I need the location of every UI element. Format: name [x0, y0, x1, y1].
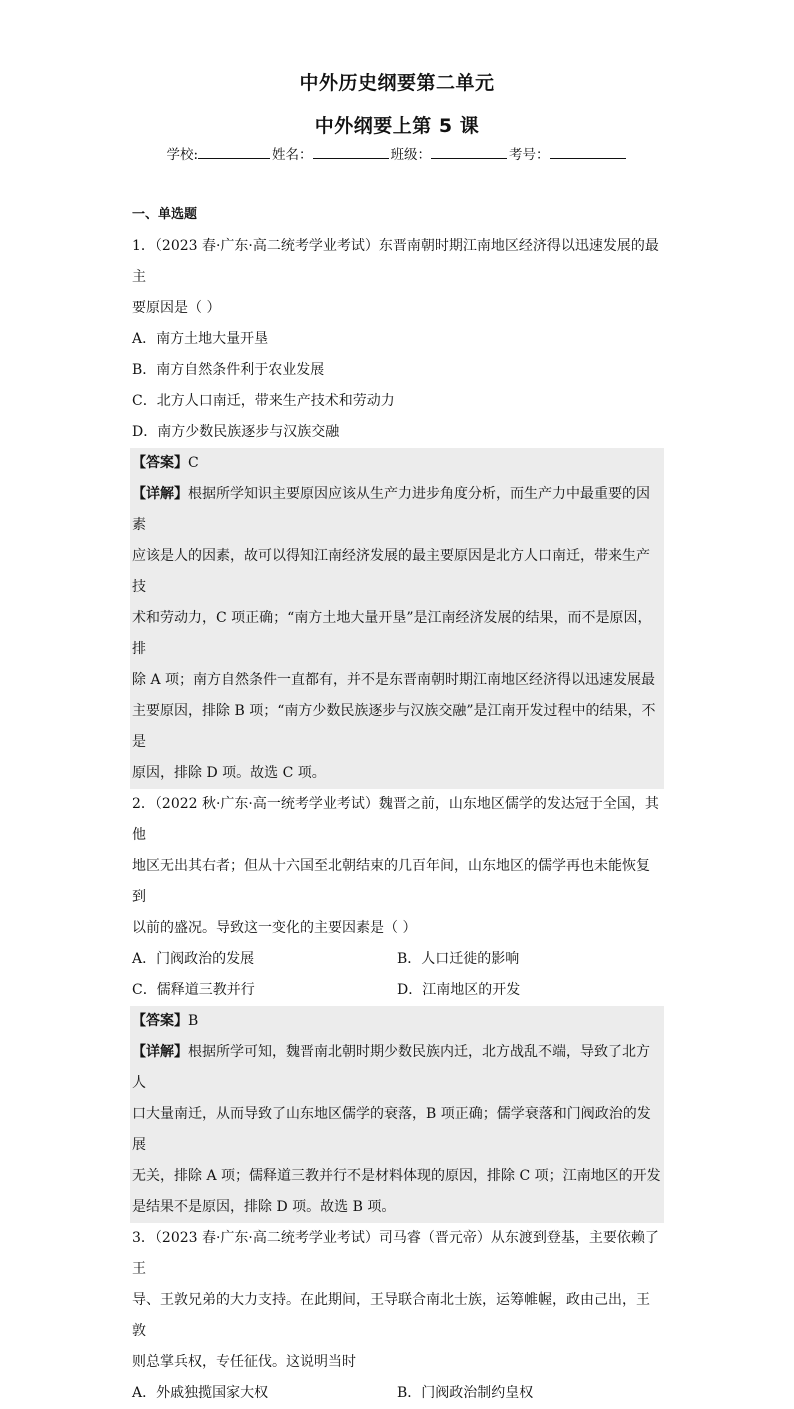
answer-label: 【答案】: [132, 1013, 188, 1029]
option-a: A．门阀政治的发展: [132, 951, 255, 967]
school-label: 学校:: [166, 147, 199, 163]
option-b: B．南方自然条件利于农业发展: [132, 362, 325, 378]
answer-value: C: [188, 455, 199, 471]
detail-line: 除 A 项；南方自然条件一直都有，并不是东晋南朝时期江南地区经济得以迅速发展最: [132, 672, 656, 688]
option-row: [132, 975, 662, 1006]
option-a: A．南方土地大量开垦: [132, 331, 269, 347]
detail-line: 原因，排除 D 项。故选 C 项。: [132, 765, 326, 781]
question-2: [132, 789, 662, 1223]
answer-block: [130, 448, 664, 789]
detail-label: 【详解】: [132, 1044, 188, 1060]
question-content: [132, 205, 662, 1409]
answer-line: [132, 448, 662, 479]
question-stem-line: 则总掌兵权，专任征伐。这说明当时: [132, 1354, 356, 1370]
detail-label: 【详解】: [132, 486, 188, 502]
school-blank[interactable]: [198, 144, 270, 159]
document-subtitle: 中外纲要上第 5 课: [314, 115, 480, 137]
option-a: A．外戚独揽国家大权: [132, 1385, 269, 1401]
detail-line: 口大量南迁，从而导致了山东地区儒学的衰落，B 项正确；儒学衰落和门阀政治的发展: [132, 1106, 651, 1153]
answer-value: B: [188, 1013, 199, 1029]
option-b: B．门阀政治制约皇权: [397, 1385, 534, 1401]
option-row: [132, 1378, 662, 1409]
number-blank[interactable]: [550, 144, 626, 159]
detail-line: [132, 1037, 662, 1099]
detail-line: 无关，排除 A 项；儒释道三教并行不是材料体现的原因，排除 C 项；江南地区的开发: [132, 1168, 661, 1184]
question-stem-line: 要原因是（ ）: [132, 300, 221, 316]
question-stem-line: 以前的盛况。导致这一变化的主要因素是（ ）: [132, 920, 417, 936]
class-label: 班级：: [390, 147, 432, 163]
document-title: 中外历史纲要第二单元: [299, 72, 495, 94]
question-stem-line: 导、王敦兄弟的大力支持。在此期间，王导联合南北士族，运筹帷幄，政由己出，王敦: [132, 1292, 650, 1339]
question-stem-line: 1．（2023 春·广东·高二统考学业考试）东晋南朝时期江南地区经济得以迅速发展的最主: [132, 238, 659, 285]
option-d: D．南方少数民族逐步与汉族交融: [132, 424, 340, 440]
answer-line: [132, 1006, 662, 1037]
name-blank[interactable]: [313, 144, 389, 159]
option-row: [132, 944, 662, 975]
student-info-line: [0, 143, 794, 163]
answer-block: [130, 1006, 664, 1223]
question-1: [132, 231, 662, 789]
question-stem-line: 地区无出其右者；但从十六国至北朝结束的几百年间，山东地区的儒学再也未能恢复到: [132, 858, 650, 905]
option-d: D．江南地区的开发: [397, 982, 521, 998]
detail-text: 根据所学可知，魏晋南北朝时期少数民族内迁，北方战乱不端，导致了北方人: [132, 1044, 650, 1091]
question-stem-line: 3．（2023 春·广东·高二统考学业考试）司马睿（晋元帝）从东渡到登基，主要依赖了王: [132, 1230, 659, 1277]
name-label: 姓名：: [272, 147, 313, 163]
detail-line: 应该是人的因素，故可以得知江南经济发展的最主要原因是北方人口南迁，带来生产技: [132, 548, 650, 595]
option-c: C．儒释道三教并行: [132, 982, 255, 998]
class-blank[interactable]: [431, 144, 507, 159]
detail-line: 是结果不是原因，排除 D 项。故选 B 项。: [132, 1199, 396, 1215]
section-title: 一、单选题: [132, 207, 198, 222]
option-b: B．人口迁徙的影响: [397, 951, 520, 967]
detail-line: 主要原因，排除 B 项；“南方少数民族逐步与汉族交融”是江南开发过程中的结果，不是: [132, 703, 656, 750]
number-label: 考号：: [509, 147, 550, 163]
question-3: [132, 1223, 662, 1409]
detail-line: 术和劳动力，C 项正确；“南方土地大量开垦”是江南经济发展的结果，而不是原因，排: [132, 610, 652, 657]
detail-line: [132, 479, 662, 541]
question-stem-line: 2．（2022 秋·广东·高一统考学业考试）魏晋之前，山东地区儒学的发达冠于全国，其他: [132, 796, 659, 843]
detail-text: 根据所学知识主要原因应该从生产力进步角度分析，而生产力中最重要的因素: [132, 486, 650, 533]
option-c: C．北方人口南迁，带来生产技术和劳动力: [132, 393, 395, 409]
answer-label: 【答案】: [132, 455, 188, 471]
